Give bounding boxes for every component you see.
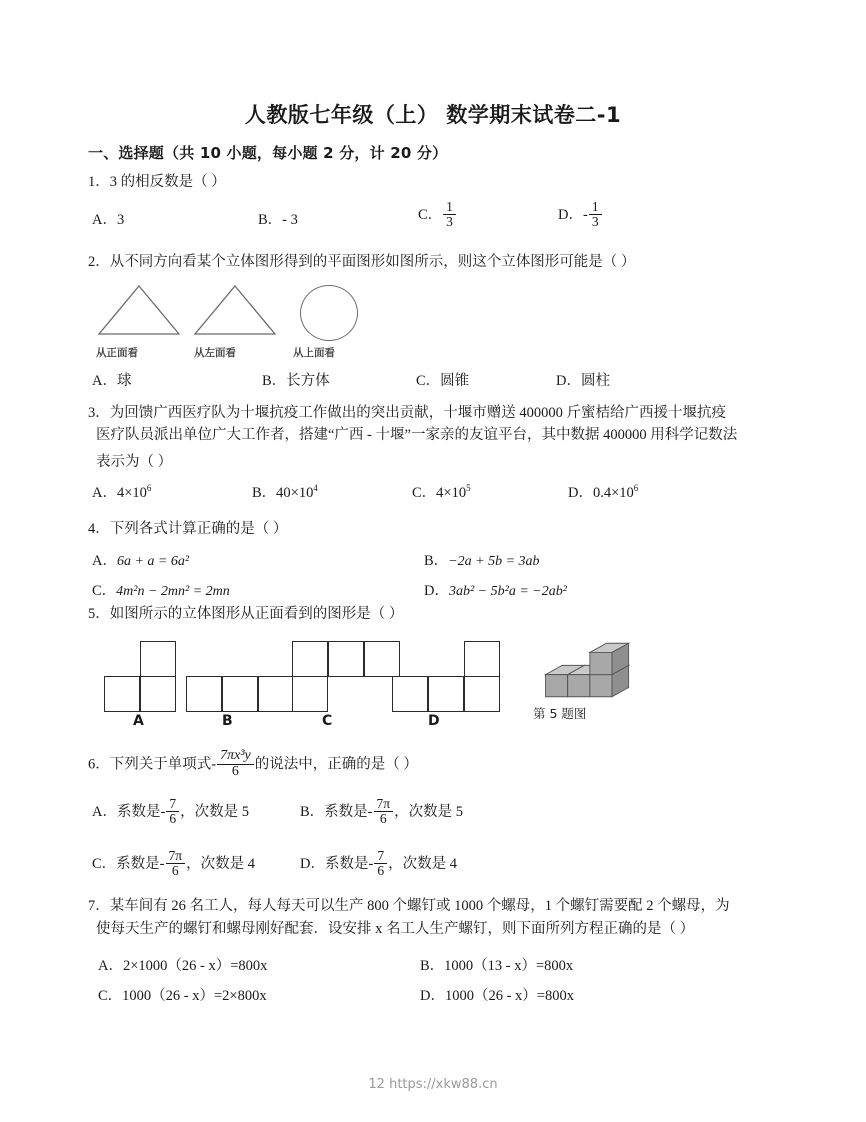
q6-numerator: 7πx³y (217, 749, 254, 765)
q4-option-b-expression: −2a + 5b = 3ab (448, 554, 540, 569)
q4-option-b[interactable] (424, 549, 540, 570)
q6-option-d-sign: - (368, 856, 374, 872)
q1-option-b[interactable] (258, 208, 298, 229)
q2-option-b[interactable]: B．长方体 (262, 373, 330, 389)
q5-choice-d-figure[interactable] (392, 641, 506, 719)
front-view-triangle-icon (96, 283, 182, 338)
q6-denominator: 6 (231, 763, 239, 779)
question-7-stem-line-2: 使每天生产的螺钉和螺母刚好配套．设安排 x 名工人生产螺钉，则下面所列方程正确的是（ ） (96, 921, 695, 937)
q3-option-c[interactable] (412, 481, 471, 502)
question-1-stem: 1．3 的相反数是（ ） (88, 174, 226, 190)
q3-option-a[interactable] (92, 481, 151, 502)
q6-option-b-fraction (374, 797, 394, 826)
q3-option-d-base: 0.4×10 (592, 485, 634, 501)
unit-square (292, 676, 328, 712)
q3-option-c-base: 4×10 (436, 485, 467, 501)
q3-option-d-exponent: 6 (633, 483, 639, 494)
question-7-stem-line-1: 7．某车间有 26 名工人，每人每天可以生产 800 个螺钉或 1000 个螺母，1 个螺钉需要配 2 个螺母，为 (88, 898, 730, 914)
q1-option-c-fraction (443, 200, 456, 229)
q1-option-b-value: - 3 (282, 212, 298, 228)
q1-d-denominator: 3 (591, 214, 599, 230)
question-3-stem-line-3: 表示为（ ） (96, 454, 173, 470)
q1-option-a-value: 3 (116, 212, 125, 228)
q5-choice-b-figure[interactable] (186, 676, 296, 716)
q6-option-c-sign: - (159, 856, 165, 872)
q7-option-d[interactable]: D．1000（26 - x）=800x (420, 988, 574, 1004)
q1-d-numerator: 1 (589, 200, 602, 215)
q4-option-d[interactable] (424, 579, 567, 600)
q1-option-d-fraction (589, 200, 602, 229)
q6-a-denominator: 6 (169, 811, 177, 827)
question-3-stem-line-2: 医疗队员派出单位广大工作者，搭建“广西 - 十堰”一家亲的友谊平台，其中数据 400000 用科学记数法 (96, 427, 738, 443)
q4-option-a-label: A． (92, 553, 117, 569)
q6-option-a-sign: - (160, 804, 166, 820)
q6-option-a[interactable] (92, 798, 249, 827)
q3-option-d-label: D． (568, 485, 593, 501)
q6-option-a-label: A． (92, 804, 117, 820)
q6-monomial-fraction (217, 749, 254, 779)
q6-fraction-sign: - (211, 756, 217, 773)
q3-option-d[interactable] (568, 481, 638, 502)
q4-option-b-label: B． (424, 553, 449, 569)
unit-square (328, 641, 364, 677)
unit-square (392, 676, 428, 712)
view-label-front: 从正面看 (96, 347, 138, 359)
q1-option-c[interactable] (418, 201, 457, 230)
q5-choice-a-label: A (133, 713, 144, 729)
q6-stem-suffix: 的说法中，正确的是（ ） (254, 756, 418, 773)
left-view-triangle-icon (192, 283, 278, 338)
q6-c-numerator: 7π (166, 849, 186, 864)
q3-option-b-label: B． (252, 485, 277, 501)
q4-option-c-expression: 4m²n − 2mn² = 2mn (116, 584, 230, 599)
q6-option-c-prefix: 系数是 (116, 856, 160, 872)
q5-choice-c-figure[interactable] (292, 641, 406, 719)
q2-option-a[interactable]: A．球 (92, 373, 132, 389)
q6-a-numerator: 7 (166, 797, 179, 812)
q1-c-numerator: 1 (443, 200, 456, 215)
q7-option-c[interactable]: C．1000（26 - x）=2×800x (98, 988, 267, 1004)
q6-c-denominator: 6 (171, 863, 179, 879)
q3-option-a-exponent: 6 (146, 483, 152, 494)
unit-square (464, 641, 500, 677)
question-4-stem: 4．下列各式计算正确的是（ ） (88, 521, 288, 537)
q5-figure-caption: 第 5 题图 (533, 706, 587, 721)
unit-square (292, 641, 328, 677)
q3-option-b-exponent: 4 (313, 483, 318, 494)
footer-watermark: 12 https://xkw88.cn (368, 1077, 498, 1092)
page-title: 人教版七年级（上） 数学期末试卷二-1 (244, 103, 622, 127)
q4-option-c[interactable] (92, 579, 230, 600)
q5-choice-b-label: B (222, 713, 233, 729)
q6-option-b-sign: - (367, 804, 373, 820)
unit-square (140, 676, 176, 712)
unit-square (428, 676, 464, 712)
top-view-circle-icon (300, 285, 358, 341)
q3-option-b-base: 40×10 (276, 485, 314, 501)
view-label-top: 从上面看 (293, 347, 335, 359)
q1-option-a[interactable] (92, 208, 124, 229)
question-5-stem: 5．如图所示的立体图形从正面看到的图形是（ ） (88, 606, 404, 622)
q1-c-denominator: 3 (446, 214, 453, 230)
q3-option-c-exponent: 5 (466, 483, 471, 494)
q4-option-c-label: C． (92, 583, 117, 599)
q6-d-denominator: 6 (377, 863, 385, 879)
unit-square (104, 676, 140, 712)
q6-option-d-fraction (374, 849, 387, 878)
q4-option-d-expression: 3ab² − 5b²a = −2ab² (448, 584, 567, 599)
question-3-stem-line-1: 3．为回馈广西医疗队为十堰抗疫工作做出的突出贡献，十堰市赠送 400000 斤蜜桔给广西援十堰抗疫 (88, 405, 726, 421)
q5-choice-d-label: D (428, 713, 440, 729)
q4-option-a[interactable] (92, 549, 189, 570)
q7-option-b[interactable]: B．1000（13 - x）=800x (420, 958, 574, 974)
q6-option-d-prefix: 系数是 (324, 856, 369, 872)
q1-option-d-sign: - (582, 207, 588, 223)
unit-square (140, 641, 176, 677)
q5-choice-c-label: C (322, 713, 333, 729)
q6-d-numerator: 7 (374, 849, 387, 864)
q6-b-numerator: 7π (374, 797, 394, 812)
q1-option-b-label: B． (258, 212, 283, 228)
q6-option-c-suffix: ，次数是 4 (186, 856, 255, 872)
q3-option-a-label: A． (92, 485, 117, 501)
q3-option-c-label: C． (412, 485, 437, 501)
q6-option-d-suffix: ，次数是 4 (388, 856, 457, 872)
q6-option-b-label: B． (300, 804, 325, 820)
section-heading: 一、选择题（共 10 小题，每小题 2 分，计 20 分） (88, 144, 448, 162)
q6-option-c[interactable] (92, 850, 255, 879)
q1-option-c-label: C． (418, 207, 443, 223)
q1-option-d[interactable] (558, 201, 603, 230)
q6-option-a-fraction (166, 797, 179, 826)
unit-square (186, 676, 222, 712)
q7-option-a[interactable]: A．2×1000（26 - x）=800x (98, 958, 268, 974)
q6-option-a-suffix: ，次数是 5 (180, 804, 249, 820)
q6-option-a-prefix: 系数是 (116, 804, 161, 820)
q5-solid-figure-icon (540, 630, 660, 710)
unit-square (222, 676, 258, 712)
q1-option-a-label: A． (92, 212, 117, 228)
q2-option-d[interactable]: D．圆柱 (556, 373, 610, 389)
unit-square (258, 676, 294, 712)
q6-option-d[interactable] (300, 850, 457, 879)
question-2-stem: 2．从不同方向看某个立体图形得到的平面图形如图所示，则这个立体图形可能是（ ） (88, 254, 636, 270)
q5-choice-a-figure[interactable] (104, 641, 182, 719)
q6-option-b-prefix: 系数是 (324, 804, 368, 820)
q6-option-b-suffix: ，次数是 5 (394, 804, 463, 820)
q3-option-b[interactable] (252, 481, 318, 502)
unit-square (464, 676, 500, 712)
q6-option-b[interactable] (300, 798, 463, 827)
q6-option-c-label: C． (92, 856, 117, 872)
view-label-left: 从左面看 (194, 347, 236, 359)
q6-stem-prefix: 6．下列关于单项式 (88, 756, 212, 773)
q1-option-d-label: D． (558, 207, 583, 223)
q6-b-denominator: 6 (379, 811, 387, 827)
q4-option-d-label: D． (424, 583, 449, 599)
question-6-stem (88, 750, 788, 780)
q6-option-c-fraction (166, 849, 186, 878)
q6-option-d-label: D． (300, 856, 325, 872)
q2-option-c[interactable]: C．圆锥 (416, 373, 470, 389)
q4-option-a-expression: 6a + a = 6a² (116, 554, 190, 569)
q3-option-a-base: 4×10 (116, 485, 147, 501)
